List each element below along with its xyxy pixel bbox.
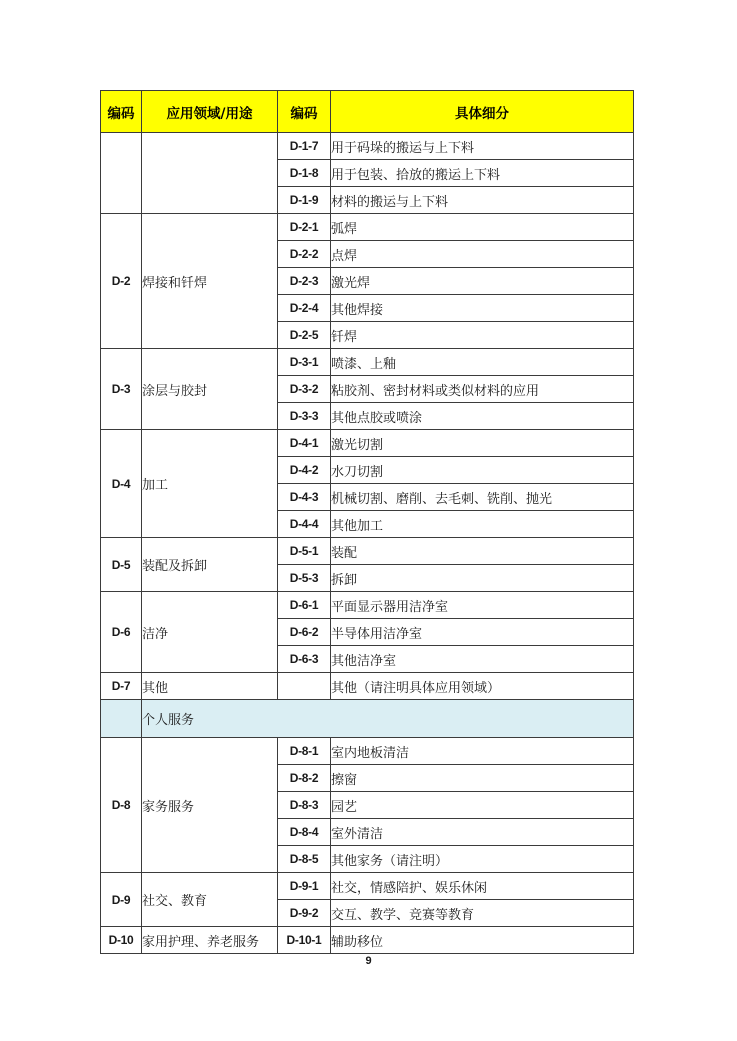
- detail-cell: 其他加工: [331, 511, 634, 538]
- group-code-cell: D-9: [101, 873, 142, 927]
- subcode-cell: D-3-3: [278, 403, 331, 430]
- group-code-cell: D-2: [101, 214, 142, 349]
- section-band-row: [101, 700, 634, 738]
- detail-cell: 水刀切割: [331, 457, 634, 484]
- detail-cell: 其他（请注明具体应用领域）: [331, 673, 634, 700]
- column-header-detail: 具体细分: [331, 91, 634, 133]
- subcode-cell: D-4-4: [278, 511, 331, 538]
- detail-cell: 辅助移位: [331, 927, 634, 954]
- section-band-label: 个人服务: [142, 700, 634, 738]
- table-header-row: [101, 91, 634, 133]
- subcode-cell: D-8-3: [278, 792, 331, 819]
- detail-cell: 钎焊: [331, 322, 634, 349]
- group-code-cell: D-6: [101, 592, 142, 673]
- group-code-cell: D-3: [101, 349, 142, 430]
- detail-cell: 其他点胶或喷涂: [331, 403, 634, 430]
- classification-table-body: [101, 133, 634, 954]
- group-field-cell: 涂层与胶封: [142, 349, 278, 430]
- detail-cell: 社交，情感陪护、娱乐休闲: [331, 873, 634, 900]
- group-code-cell: D-5: [101, 538, 142, 592]
- group-field-cell: 其他: [142, 673, 278, 700]
- subcode-cell: [278, 673, 331, 700]
- group-field-cell: 家用护理、养老服务: [142, 927, 278, 954]
- subcode-cell: D-1-8: [278, 160, 331, 187]
- table-row: [101, 214, 634, 241]
- subcode-cell: D-1-9: [278, 187, 331, 214]
- subcode-cell: D-1-7: [278, 133, 331, 160]
- detail-cell: 粘胶剂、密封材料或类似材料的应用: [331, 376, 634, 403]
- detail-cell: 园艺: [331, 792, 634, 819]
- detail-cell: 其他焊接: [331, 295, 634, 322]
- subcode-cell: D-8-1: [278, 738, 331, 765]
- table-row: [101, 133, 634, 160]
- subcode-cell: D-5-3: [278, 565, 331, 592]
- column-header-subcode: 编码: [278, 91, 331, 133]
- detail-cell: 其他家务（请注明）: [331, 846, 634, 873]
- subcode-cell: D-2-4: [278, 295, 331, 322]
- group-field-cell: 家务服务: [142, 738, 278, 873]
- group-code-cell: D-8: [101, 738, 142, 873]
- subcode-cell: D-6-2: [278, 619, 331, 646]
- detail-cell: 交互、教学、竞赛等教育: [331, 900, 634, 927]
- detail-cell: 拆卸: [331, 565, 634, 592]
- table-row: [101, 592, 634, 619]
- subcode-cell: D-8-2: [278, 765, 331, 792]
- subcode-cell: D-9-1: [278, 873, 331, 900]
- detail-cell: 用于包装、拾放的搬运上下料: [331, 160, 634, 187]
- subcode-cell: D-2-2: [278, 241, 331, 268]
- table-row: [101, 430, 634, 457]
- group-code-cell: D-10: [101, 927, 142, 954]
- group-code-cell: [101, 133, 142, 214]
- table-row: [101, 349, 634, 376]
- subcode-cell: D-3-2: [278, 376, 331, 403]
- detail-cell: 喷漆、上釉: [331, 349, 634, 376]
- group-field-cell: 焊接和钎焊: [142, 214, 278, 349]
- detail-cell: 室外清洁: [331, 819, 634, 846]
- detail-cell: 弧焊: [331, 214, 634, 241]
- subcode-cell: D-2-1: [278, 214, 331, 241]
- page-number: 9: [365, 955, 372, 967]
- detail-cell: 室内地板清洁: [331, 738, 634, 765]
- subcode-cell: D-10-1: [278, 927, 331, 954]
- detail-cell: 平面显示器用洁净室: [331, 592, 634, 619]
- column-header-code: 编码: [101, 91, 142, 133]
- group-field-cell: 洁净: [142, 592, 278, 673]
- subcode-cell: D-4-2: [278, 457, 331, 484]
- detail-cell: 半导体用洁净室: [331, 619, 634, 646]
- table-row: [101, 673, 634, 700]
- group-field-cell: 装配及拆卸: [142, 538, 278, 592]
- table-row: [101, 738, 634, 765]
- subcode-cell: D-3-1: [278, 349, 331, 376]
- detail-cell: 材料的搬运与上下料: [331, 187, 634, 214]
- subcode-cell: D-9-2: [278, 900, 331, 927]
- detail-cell: 激光切割: [331, 430, 634, 457]
- table-row: [101, 873, 634, 900]
- subcode-cell: D-6-1: [278, 592, 331, 619]
- detail-cell: 装配: [331, 538, 634, 565]
- table-row: [101, 927, 634, 954]
- subcode-cell: D-2-5: [278, 322, 331, 349]
- subcode-cell: D-4-3: [278, 484, 331, 511]
- subcode-cell: D-8-4: [278, 819, 331, 846]
- group-field-cell: [142, 133, 278, 214]
- subcode-cell: D-2-3: [278, 268, 331, 295]
- subcode-cell: D-4-1: [278, 430, 331, 457]
- subcode-cell: D-6-3: [278, 646, 331, 673]
- section-band-spacer-cell: [101, 700, 142, 738]
- detail-cell: 机械切割、磨削、去毛刺、铣削、抛光: [331, 484, 634, 511]
- detail-cell: 点焊: [331, 241, 634, 268]
- group-field-cell: 社交、教育: [142, 873, 278, 927]
- group-code-cell: D-7: [101, 673, 142, 700]
- detail-cell: 擦窗: [331, 765, 634, 792]
- detail-cell: 激光焊: [331, 268, 634, 295]
- classification-table: [100, 90, 634, 954]
- detail-cell: 用于码垛的搬运与上下料: [331, 133, 634, 160]
- group-code-cell: D-4: [101, 430, 142, 538]
- group-field-cell: 加工: [142, 430, 278, 538]
- subcode-cell: D-8-5: [278, 846, 331, 873]
- table-row: [101, 538, 634, 565]
- column-header-application-field: 应用领域/用途: [142, 91, 278, 133]
- subcode-cell: D-5-1: [278, 538, 331, 565]
- detail-cell: 其他洁净室: [331, 646, 634, 673]
